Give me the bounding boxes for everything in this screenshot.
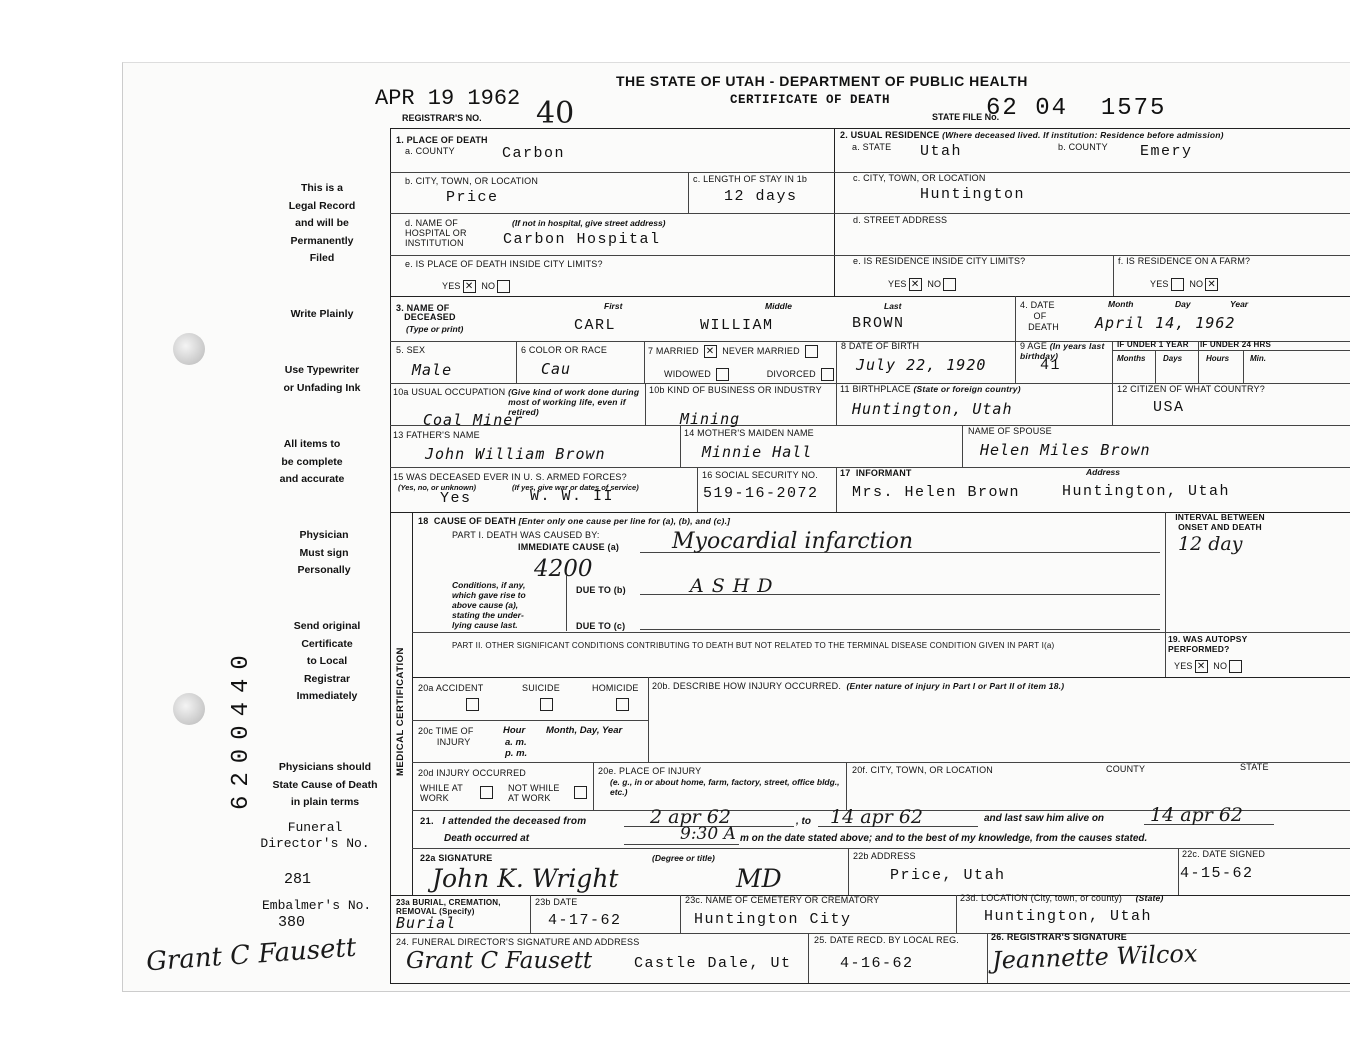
form-line	[390, 425, 1350, 426]
race-value: Cau	[541, 360, 572, 378]
last-seen-label: and last saw him alive on	[984, 813, 1105, 824]
business-label: 10b KIND OF BUSINESS OR INDUSTRY	[649, 385, 822, 395]
informant-value: Mrs. Helen Brown	[852, 484, 1021, 501]
form-line	[390, 933, 1350, 934]
punch-hole-bottom	[173, 693, 205, 725]
autopsy-no-checkbox[interactable]	[1229, 660, 1242, 673]
occupation-label: 10a USUAL OCCUPATION (Give kind of work done during most of working life, even if retired)	[393, 387, 640, 417]
interval-label: INTERVAL BETWEEN ONSET AND DEATH	[1175, 512, 1265, 532]
form-line	[688, 172, 689, 213]
immediate-cause-label: IMMEDIATE CAUSE (a)	[518, 542, 620, 552]
form-line	[412, 762, 1350, 763]
death-inside-city-options: YES ✕ NO	[442, 280, 513, 293]
res-inside-city-options: YES ✕ NO	[888, 278, 959, 291]
death-inside-city-label: e. IS PLACE OF DEATH INSIDE CITY LIMITS?	[405, 259, 603, 269]
conditions-note: Conditions, if any, which gave rise to above cause (a), stating the under- lying cause last.	[452, 580, 526, 630]
res-state: Utah	[920, 143, 963, 160]
form-line	[834, 128, 835, 296]
form-line	[412, 720, 648, 721]
res-inside-yes-checkbox[interactable]: ✕	[909, 278, 922, 291]
form-line	[1155, 350, 1156, 383]
death-inside-yes-checkbox[interactable]: ✕	[463, 280, 476, 293]
part1-label: PART I. DEATH WAS CAUSED BY:	[452, 530, 600, 540]
sidebar-physicians-should: Physicians should State Cause of Death in plain terms	[272, 761, 378, 808]
recd-value: 4-16-62	[840, 955, 914, 972]
middle-name-label: Middle	[765, 301, 792, 311]
accident-label: 20a ACCIDENT	[418, 683, 484, 693]
while-at-work-label: WHILE AT WORK	[420, 783, 463, 803]
birthplace-value: Huntington, Utah	[852, 400, 1013, 418]
res-city: Huntington	[920, 186, 1026, 203]
sidebar-physician-sign: Physician Must sign Personally	[297, 529, 351, 576]
burial-location: Huntington, Utah	[984, 908, 1153, 925]
res-city-label: c. CITY, TOWN, OR LOCATION	[853, 173, 986, 183]
form-line	[566, 575, 567, 631]
form-line	[1015, 296, 1016, 341]
spouse-value: Helen Miles Brown	[980, 441, 1151, 459]
birthplace-label: 11 BIRTHPLACE (State or foreign country)	[840, 384, 1021, 394]
farm-no-checkbox[interactable]: ✕	[1205, 278, 1218, 291]
while-at-work-checkbox[interactable]	[480, 786, 493, 799]
res-inside-city-label: e. IS RESIDENCE INSIDE CITY LIMITS?	[853, 256, 1026, 266]
form-line	[390, 213, 1350, 214]
registrar-signature: Jeannette Wilcox	[991, 939, 1198, 975]
under24-label: IF UNDER 24 HRS	[1200, 340, 1272, 349]
date-signed-label: 22c. DATE SIGNED	[1182, 849, 1266, 859]
form-line	[987, 933, 988, 983]
form-line	[1198, 341, 1199, 383]
form-line	[412, 632, 1350, 633]
death-day-label: Day	[1175, 299, 1191, 309]
form-line	[1243, 350, 1244, 383]
stay-label: c. LENGTH OF STAY IN 1b	[693, 174, 808, 184]
sex-value: Male	[412, 361, 453, 379]
form-line	[846, 762, 847, 810]
form-line	[390, 296, 1350, 297]
embalmer-label: Embalmer's No.	[262, 898, 372, 913]
armed-forces-value: Yes	[440, 490, 472, 507]
injury-city-label: 20f. CITY, TOWN, OR LOCATION	[852, 765, 993, 775]
ssn-label: 16 SOCIAL SECURITY NO.	[702, 470, 818, 480]
armed-forces-note1: (Yes, no, or unknown)	[398, 483, 477, 492]
funeral-director-label: Funeral Director's No.	[260, 820, 370, 851]
months-label: Months	[1117, 354, 1146, 363]
punch-hole-top	[173, 333, 205, 365]
attended-to: 14 apr 62	[830, 806, 924, 828]
cemetery-value: Huntington City	[694, 911, 852, 928]
registrar-no-label: REGISTRAR'S NO.	[402, 113, 482, 123]
accident-checkbox[interactable]	[466, 698, 479, 711]
res-county: Emery	[1140, 143, 1193, 160]
form-line	[648, 677, 649, 762]
physician-address: Price, Utah	[890, 867, 1006, 884]
recd-label: 25. DATE RECD. BY LOCAL REG.	[814, 935, 959, 945]
married-checkbox[interactable]: ✕	[704, 345, 717, 358]
sidebar-send-original: Send original Certificate to Local Registrar Immediately	[293, 620, 361, 702]
race-label: 6 COLOR OR RACE	[521, 345, 608, 355]
dob-label: 8 DATE OF BIRTH	[841, 341, 920, 351]
hours-label: Hours	[1206, 354, 1230, 363]
sex-label: 5. SEX	[396, 345, 426, 355]
form-line	[644, 341, 645, 383]
informant-label: 17 INFORMANT	[840, 468, 912, 478]
father-label: 13 FATHER'S NAME	[393, 430, 480, 440]
form-line	[1112, 350, 1350, 351]
sidebar-typewriter: Use Typewriter or Unfading Ink	[283, 364, 361, 394]
date-signed: 4-15-62	[1180, 865, 1254, 882]
icd-code: 4200	[534, 556, 593, 582]
death-city-label: b. CITY, TOWN, OR LOCATION	[405, 176, 539, 186]
form-line	[680, 425, 681, 467]
not-while-label: NOT WHILE AT WORK	[508, 783, 560, 803]
burial-date: 4-17-62	[548, 912, 622, 929]
date-stamp: APR 19 1962	[375, 86, 521, 111]
immediate-cause-value: Myocardial infarction	[672, 529, 914, 554]
burial-label: 23a BURIAL, CREMATION, REMOVAL (Specify)	[396, 898, 501, 916]
funeral-signature: Grant C Fausett	[406, 948, 593, 974]
form-line	[1165, 512, 1166, 677]
form-line	[680, 895, 681, 933]
occurred-at-label: Death occurred at	[444, 833, 530, 844]
informant-address: Huntington, Utah	[1062, 483, 1231, 500]
suicide-checkbox[interactable]	[540, 698, 553, 711]
place-injury-note: (e. g., in or about home, farm, factory, street, office bldg., etc.)	[610, 777, 840, 797]
autopsy-yes-checkbox[interactable]: ✕	[1195, 660, 1208, 673]
injury-state-label: STATE	[1240, 762, 1269, 772]
due-to-b-label: DUE TO (b)	[576, 585, 626, 595]
form-line	[530, 895, 531, 933]
physician-address-label: 22b ADDRESS	[853, 851, 916, 861]
form-line	[1178, 848, 1179, 895]
form-line	[697, 467, 698, 512]
stay-value: 12 days	[724, 188, 798, 205]
place-injury-label: 20e. PLACE OF INJURY	[598, 766, 702, 776]
last-seen-date: 14 apr 62	[1150, 804, 1244, 826]
form-title: THE STATE OF UTAH - DEPARTMENT OF PUBLIC HEALTH	[616, 73, 1028, 89]
physician-signature: John K. Wright	[432, 864, 619, 893]
marital-row-2: WIDOWED DIVORCED	[664, 368, 837, 381]
form-line	[836, 467, 837, 512]
homicide-checkbox[interactable]	[616, 698, 629, 711]
deceased-name-label: 3. NAME OF DECEASED	[396, 303, 456, 322]
sidebar-write-plainly: Write Plainly	[290, 308, 354, 320]
citizen-value: USA	[1153, 399, 1185, 416]
death-year-label: Year	[1230, 299, 1249, 309]
registrar-sig-label: 26. REGISTRAR'S SIGNATURE	[991, 932, 1127, 942]
date-of-death-label: 4. DATE OF DEATH	[1020, 300, 1059, 332]
occupation-value: Coal Miner	[423, 411, 524, 429]
attested-line-1: 21. I attended the deceased from	[420, 816, 587, 827]
form-line	[962, 425, 963, 467]
min-label: Min.	[1250, 354, 1266, 363]
res-inside-no-checkbox[interactable]	[943, 278, 956, 291]
farm-options: YES NO ✕	[1150, 278, 1221, 291]
am-label: a. m.	[505, 737, 527, 748]
signature-label: 22a SIGNATURE	[420, 853, 493, 863]
sidebar-legal-record: This is a Legal Record and will be Permanently Filed	[288, 182, 356, 264]
state-file-label: STATE FILE No.	[932, 112, 1000, 122]
injury-county-label: COUNTY	[1106, 764, 1146, 774]
deceased-name-note: (Type or print)	[406, 324, 464, 334]
burial-date-label: 23b DATE	[535, 897, 578, 907]
cemetery-label: 23c. NAME OF CEMETERY OR CREMATORY	[685, 895, 880, 905]
funeral-director-no: 281	[284, 871, 312, 888]
form-line	[390, 128, 1350, 129]
time-injury-label: 20c TIME OF INJURY	[418, 726, 474, 747]
burial-location-label: 23d. LOCATION (City, town, or county) (State)	[960, 893, 1164, 903]
form-line	[956, 895, 957, 933]
form-line	[412, 677, 1350, 678]
never-married-checkbox[interactable]	[805, 345, 818, 358]
citizen-label: 12 CITIZEN OF WHAT COUNTRY?	[1117, 384, 1265, 394]
mdy-label: Month, Day, Year	[546, 725, 623, 736]
death-month-label: Month	[1108, 299, 1134, 309]
attended-to-label: , to	[796, 816, 811, 827]
death-time: 9:30 A	[680, 824, 736, 844]
form-line	[1113, 255, 1114, 296]
medical-certification-label: MEDICAL CERTIFICATION	[395, 647, 406, 776]
pm-label: p. m.	[505, 748, 528, 759]
part2-label: PART II. OTHER SIGNIFICANT CONDITIONS CONTRIBUTING TO DEATH BUT NOT RELATED TO THE TERMINAL DISEASE CONDITION GIVEN IN PART I(a)	[452, 641, 1055, 650]
funeral-label: 24. FUNERAL DIRECTOR'S SIGNATURE AND ADDRESS	[396, 937, 640, 947]
armed-forces-label: 15 WAS DECEASED EVER IN U. S. ARMED FORCES?	[393, 472, 627, 482]
registrar-no: 40	[536, 96, 575, 131]
last-name: BROWN	[852, 315, 905, 332]
autopsy-label: 19. WAS AUTOPSY PERFORMED?	[1168, 634, 1248, 654]
due-to-b-value: ASHD	[690, 575, 781, 597]
hospital-name: Carbon Hospital	[503, 231, 661, 248]
form-line	[624, 844, 739, 845]
first-name-label: First	[604, 301, 623, 311]
war-value: W. W. II	[530, 488, 615, 505]
mother-label: 14 MOTHER'S MAIDEN NAME	[684, 428, 814, 438]
form-line	[640, 629, 1160, 630]
marital-row-1: 7 MARRIED ✕ NEVER MARRIED	[648, 345, 821, 358]
widowed-checkbox[interactable]	[716, 368, 729, 381]
father-value: John William Brown	[425, 445, 606, 463]
death-inside-no-checkbox[interactable]	[497, 280, 510, 293]
farm-yes-checkbox[interactable]	[1171, 278, 1184, 291]
business-value: Mining	[680, 410, 741, 428]
burial-value: Burial	[396, 914, 457, 932]
middle-name: WILLIAM	[700, 317, 774, 334]
form-line	[1015, 341, 1016, 383]
not-while-checkbox[interactable]	[574, 786, 587, 799]
hospital-note: (If not in hospital, give street address)	[512, 218, 666, 228]
interval-value: 12 day	[1178, 533, 1243, 555]
ssn-value: 519-16-2072	[703, 485, 819, 502]
due-to-c-label: DUE TO (c)	[576, 621, 626, 631]
hour-label: Hour	[503, 725, 526, 736]
sidebar-complete: All items to be complete and accurate	[279, 438, 345, 485]
date-of-death: April 14, 1962	[1095, 314, 1236, 332]
age-label: 9 AGE (In years last birthday)	[1020, 341, 1105, 361]
under1-label: IF UNDER 1 YEAR	[1117, 340, 1189, 349]
form-line	[412, 512, 413, 895]
age-value: 41	[1040, 357, 1062, 374]
attended-from: 2 apr 62	[650, 806, 731, 828]
form-subtitle: CERTIFICATE OF DEATH	[730, 93, 891, 107]
describe-injury-label: 20b. DESCRIBE HOW INJURY OCCURRED. (Enter nature of injury in Part I or Part II of item 18.)	[652, 681, 1065, 691]
funeral-address: Castle Dale, Ut	[634, 955, 792, 972]
dob-value: July 22, 1920	[856, 356, 987, 374]
farm-label: f. IS RESIDENCE ON A FARM?	[1118, 256, 1251, 266]
form-line	[593, 762, 594, 810]
vertical-file-number: 6200440	[228, 646, 255, 810]
last-name-label: Last	[884, 301, 902, 311]
spouse-label: NAME OF SPOUSE	[968, 426, 1052, 436]
form-line	[390, 128, 391, 983]
street-label: d. STREET ADDRESS	[853, 215, 948, 225]
form-line	[848, 848, 849, 895]
physician-degree: MD	[736, 864, 782, 893]
res-county-label: b. COUNTY	[1058, 142, 1108, 152]
death-county-label: a. COUNTY	[405, 146, 455, 156]
homicide-label: HOMICIDE	[592, 683, 639, 693]
divorced-checkbox[interactable]	[821, 368, 834, 381]
place-of-death-label: 1. PLACE OF DEATH	[396, 135, 488, 145]
hospital-label: d. NAME OF HOSPITAL OR INSTITUTION	[405, 218, 467, 248]
injury-occurred-label: 20d INJURY OCCURRED	[418, 768, 527, 778]
mother-value: Minnie Hall	[702, 443, 813, 461]
degree-label: (Degree or title)	[652, 853, 715, 863]
embalmer-no: 380	[278, 914, 306, 931]
state-file-no: 62 04 1575	[986, 95, 1167, 122]
form-line	[390, 983, 1350, 984]
death-city: Price	[446, 189, 499, 206]
first-name: CARL	[574, 317, 617, 334]
form-line	[808, 933, 809, 983]
usual-residence-label: 2. USUAL RESIDENCE (Where deceased lived. If institution: Residence before admission)	[840, 130, 1224, 140]
days-label: Days	[1163, 354, 1183, 363]
sidebar-signature: Grant C Fausett	[145, 932, 358, 978]
death-county: Carbon	[502, 145, 566, 162]
attested-line-2: m on the date stated above; and to the best of my knowledge, from the causes stated.	[740, 833, 1148, 844]
informant-address-label: Address	[1086, 467, 1121, 477]
res-state-label: a. STATE	[852, 142, 892, 152]
autopsy-options: YES ✕ NO	[1174, 660, 1245, 673]
armed-forces-note2: (If yes, give war or dates of service)	[512, 483, 639, 492]
suicide-label: SUICIDE	[522, 683, 560, 693]
form-line	[516, 341, 517, 383]
cause-label: 18 CAUSE OF DEATH [Enter only one cause per line for (a), (b), and (c).]	[418, 516, 731, 526]
